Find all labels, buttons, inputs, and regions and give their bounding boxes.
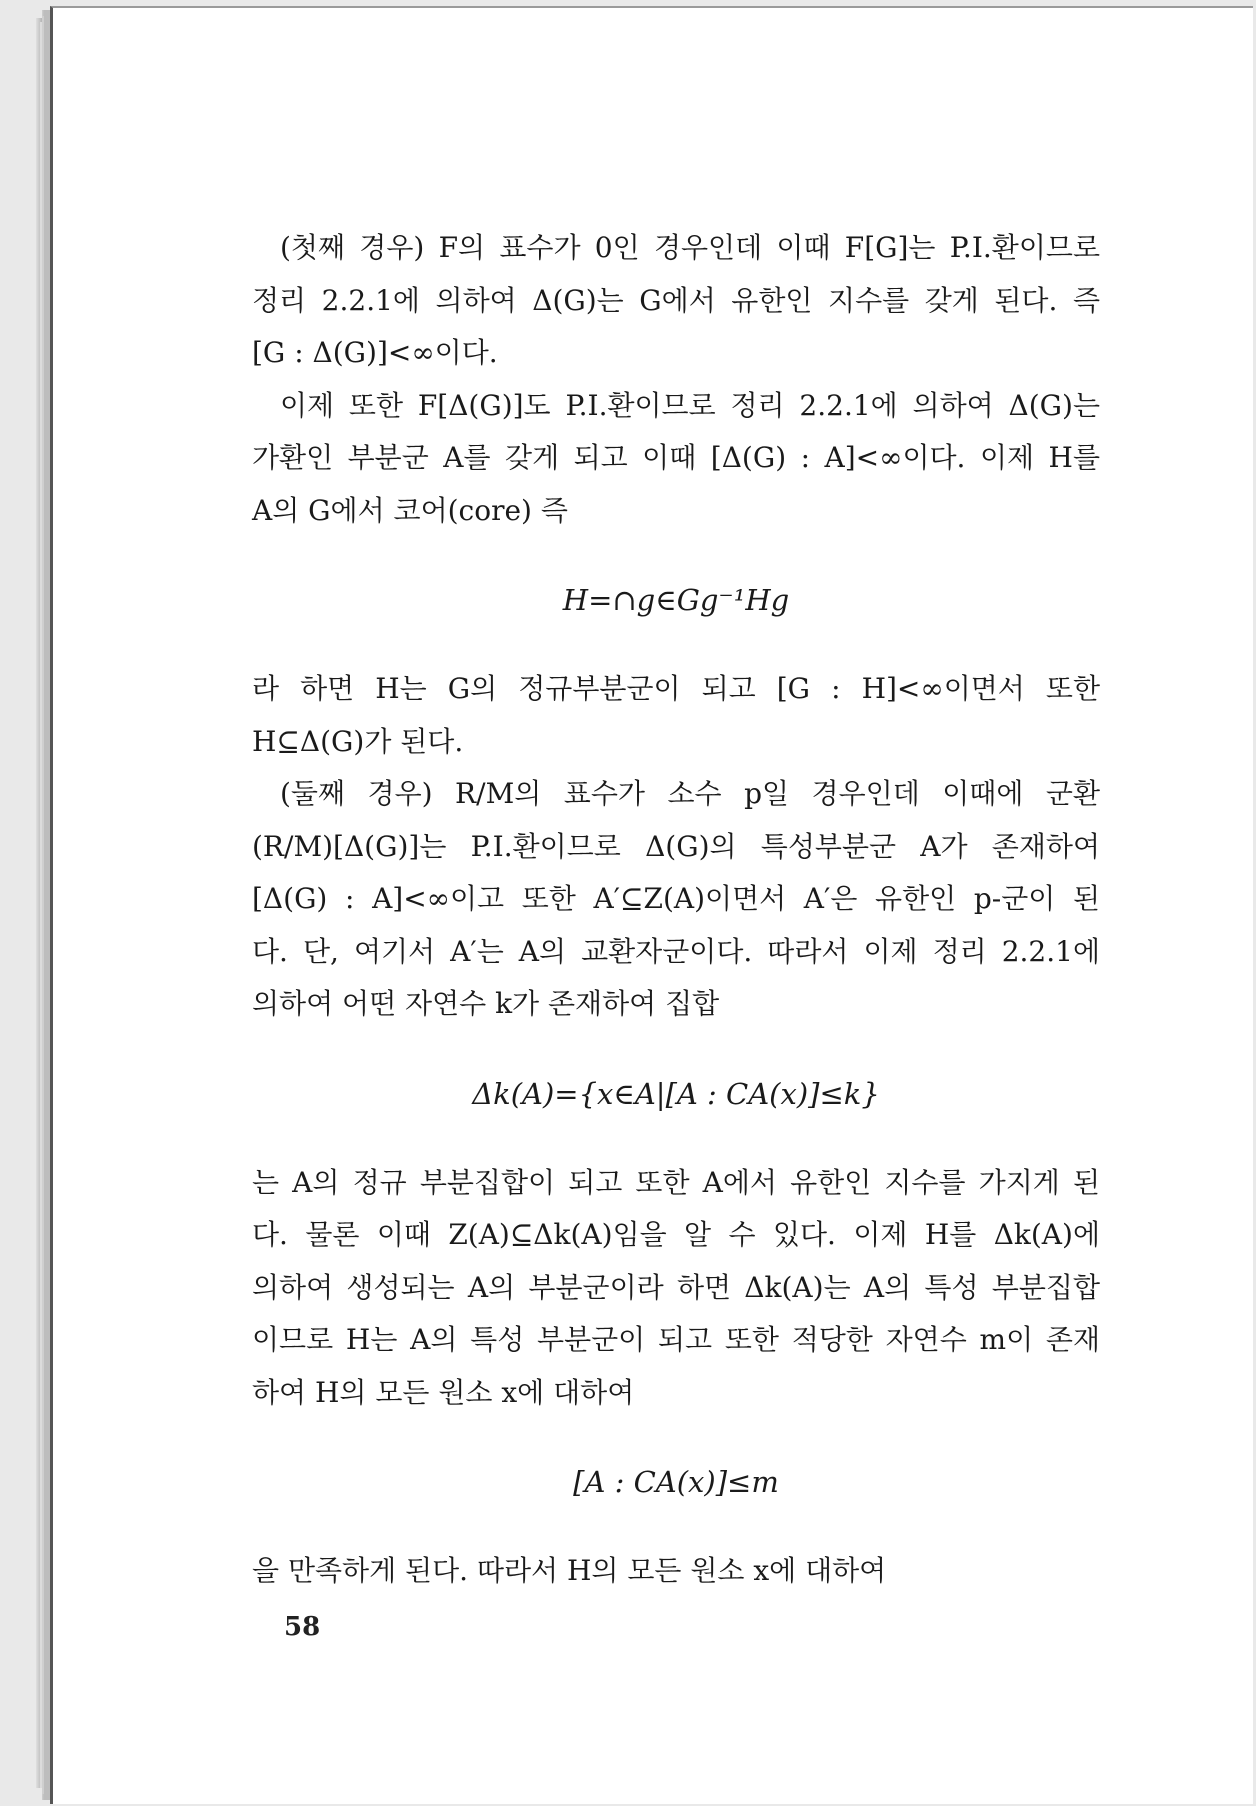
text-line: 정리 2.2.1에 의하여 Δ(G)는 G에서 유한인 지수를 갖게 된다. 즉	[252, 283, 1100, 317]
text-line: (둘째 경우) R/M의 표수가 소수 p일 경우인데 이때에 군환	[280, 777, 1100, 810]
page-body	[252, 222, 1100, 1598]
text-line: (첫째 경우) F의 표수가 0인 경우인데 이때 F[G]는 P.I.환이므로	[280, 231, 1100, 264]
equation-delta-k: Δk(A)={x∈A|[A : CA(x)]≤k}	[472, 1076, 880, 1111]
text-line: [G : Δ(G)]<∞이다.	[252, 336, 498, 369]
text-line: 라 하면 H는 G의 정규부분군이 되고 [G : H]<∞이면서 또한	[252, 672, 1100, 705]
text-line: 하여 H의 모든 원소 x에 대하여	[252, 1375, 635, 1409]
text-line: 이제 또한 F[Δ(G)]도 P.I.환이므로 정리 2.2.1에 의하여 Δ(G)는	[280, 388, 1100, 422]
text-line: H⊆Δ(G)가 된다.	[252, 724, 464, 758]
text-line: 의하여 어떤 자연수 k가 존재하여 집합	[252, 987, 720, 1020]
page-binding-edge	[42, 10, 50, 1800]
text-line: 다. 단, 여기서 A′는 A의 교환자군이다. 따라서 이제 정리 2.2.1에	[252, 934, 1100, 968]
equation-core: H=∩g∈Gg⁻¹Hg	[562, 583, 790, 617]
text-line: 을 만족하게 된다. 따라서 H의 모든 원소 x에 대하여	[252, 1554, 887, 1587]
text-line: 이므로 H는 A의 특성 부분군이 되고 또한 적당한 자연수 m이 존재	[252, 1323, 1100, 1356]
text-line: 다. 물론 이때 Z(A)⊆Δk(A)임을 알 수 있다. 이제 H를 Δk(A)에	[252, 1218, 1100, 1251]
text-line: A의 G에서 코어(core) 즉	[252, 493, 568, 527]
text-line: [Δ(G) : A]<∞이고 또한 A′⊆Z(A)이면서 A′은 유한인 p-군이 된	[252, 882, 1100, 915]
text-line: 의하여 생성되는 A의 부분군이라 하면 Δk(A)는 A의 특성 부분집합	[252, 1270, 1100, 1304]
equation-index-bound: [A : CA(x)]≤m	[573, 1465, 779, 1499]
text-line: 는 A의 정규 부분집합이 되고 또한 A에서 유한인 지수를 가지게 된	[252, 1165, 1100, 1199]
text-line: (R/M)[Δ(G)]는 P.I.환이므로 Δ(G)의 특성부분군 A가 존재하여	[252, 829, 1100, 863]
page-number: 58	[284, 1612, 321, 1642]
text-line: 가환인 부분군 A를 갖게 되고 이때 [Δ(G) : A]<∞이다. 이제 H를	[252, 441, 1100, 474]
